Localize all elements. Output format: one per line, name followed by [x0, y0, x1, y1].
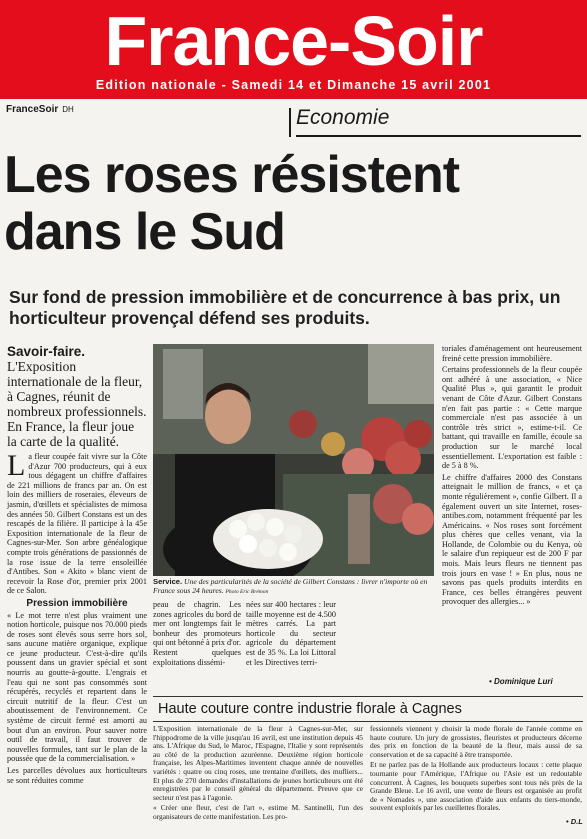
column-4-text: toriales d'aménagement ont heureusement freiné cette pression immobilière.: [442, 344, 582, 363]
box-column-2-text-2: Et ne parlez pas de la Hollande aux producteurs locaux : cette plaque tournante pour l'Amérique, l'Afrique ou l'Asie est un redoutable concurrent. À Cagnes, les bouquets superbes sont tous nés près de la Grande Bleue. Le 16 avril, une vente de fleurs est organisée au profit de « Nomades », une association d'aide aux enfants du tiers-monde, souvent exploités par les cueillettes florales.: [370, 760, 582, 813]
section-title: Economie: [296, 106, 390, 129]
box-column-1-text-2: « Créer une fleur, c'est de l'art », estime M. Santinelli, l'un des organisateurs de cette manifestation. Les pro-: [153, 803, 363, 821]
article-photo: [153, 344, 434, 576]
caption-label: Service.: [153, 577, 183, 586]
box-signature: • D.L: [566, 817, 583, 826]
box-title: Haute couture contre industrie florale à Cagnes: [158, 701, 462, 717]
section-divider-vertical: [289, 108, 291, 137]
box-title-rule: [153, 721, 583, 722]
column-4-text-2: Certains professionnels de la fleur coupée ont adhéré à une association, « Nice Qualité Plus », qui garantit le produit venant de Côte d'Azur. Gilbert Constans n'en fait pas partie : « Cette marque commerciale n'est pas associée à un contrôle très strict », estime-t-il. Ce battant, qui travaille en famille, écoule sa production sur le marché local essentiellement. L'exportation est faible : de 5 à 8 %.: [442, 365, 582, 471]
caption-text: Une des particularités de la société de Gilbert Constans : livrer n'importe où en France sous 24 heures.: [153, 577, 428, 595]
section-divider: [296, 135, 581, 137]
box-column-2: [370, 725, 582, 815]
article-column-3: [246, 600, 336, 669]
box-column-2-text: fessionnels viennent y choisir la mode florale de l'année comme en haute couture. Un jury de grossistes, fleuristes et producteurs décerne des prix en fonction de la beauté de la fleur, mais aussi de sa conservation et de sa capacité à être transportée.: [370, 724, 582, 759]
subhead-pression: Pression immobilière: [26, 597, 128, 609]
lead-label: Savoir-faire.: [7, 344, 86, 359]
article-column-1: [7, 449, 147, 787]
box-top-rule: [153, 696, 583, 697]
headline-line-1: Les roses résistent: [4, 146, 460, 204]
headline-line-2: dans le Sud: [4, 203, 285, 261]
page-brand-suffix: DH: [62, 105, 74, 114]
drop-cap: L: [7, 449, 26, 482]
column-1-text-3: Les parcelles dévolues aux horticulteurs se sont réduites comme: [7, 766, 147, 785]
article-column-4: [442, 344, 582, 609]
column-3-text: nées sur 400 hectares : leur taille moyenne est de 4.500 mètres carrés. La part horticole du secteur agricole du département est de 35 %. La loi Littoral et les Directives terri-: [246, 600, 336, 667]
photo-caption: [153, 577, 436, 597]
column-1-text-2: « Le mot terre n'est plus vraiment une notion horticole, puisque nos 70.000 pieds de roses sont élevés sous serre hors sol, sans aucune matière organique, explique ce jeune producteur. C'est-à-dire qu'ils poussent dans un gravier spécial et sont nourris au goutte-à-goutte. L'engrais et l'eau qui ne sont pas consommés sont récupérés, recyclés et repartent dans le circuit nutritif de la fleur. C'est un aboutissement de l'environnement. Ce système de circuit fermé est amorti au bout d'un an environ. Pour sauver notre outil de travail, il faut trouver de nouvelles formules, tant sur le plan de la poussée que de la commercialisation. »: [7, 610, 147, 764]
photo-credit: Photo Eric Brémon: [225, 589, 269, 595]
page-brand: [6, 104, 74, 115]
masthead: [0, 0, 587, 99]
page-brand-name: FranceSoir: [6, 104, 59, 115]
masthead-edition: Edition nationale - Samedi 14 et Dimanche 15 avril 2001: [95, 78, 492, 92]
masthead-title: France-Soir: [104, 2, 483, 80]
article-deck: Sur fond de pression immobilière et de concurrence à bas prix, un horticulteur provençal défend ses produits.: [9, 287, 561, 328]
article-column-2: [153, 600, 241, 669]
lead-summary: [7, 344, 147, 449]
lead-text: L'Exposition internationale de la fleur, à Cagnes, réunit de nombreux professionnels. En France, la fleur joue la carte de la qualité.: [7, 359, 147, 449]
photo-florist-with-roses: [153, 344, 434, 576]
column-1-text: a fleur coupée fait vivre sur la Côte d'Azur 700 producteurs, qui à eux tous dégagent un chiffre d'affaires de 221 millions de francs par an. On est loin des milliers de roseraies, éleveurs de jasmin, d'œillets et spécialistes de mimosa des années 50. Gilbert Constans est un des rescapés de la filière. Il participe à la 45e Exposition internationale de la fleur de Cagnes-sur-Mer. Son arbre généalogique compte trois générations de passionnés de la rose issue de la terre ensoleillée d'Antibes. Son « Akito » blanc vient de recevoir la Rose d'or, premier prix 2001 de ce Salon.: [7, 452, 147, 596]
column-2-text: peau de chagrin. Les zones agricoles du bord de mer ont longtemps fait le bonheur des promoteurs qui ont bétonné à prix d'or. Restent quelques exploitations dissémi-: [153, 600, 241, 667]
byline: • Dominique Luri: [489, 677, 553, 686]
box-column-1-text: L'Exposition internationale de la fleur à Cagnes-sur-Mer, sur l'hippodrome de la ville jusqu'au 16 avril, est une institution depuis 45 ans. L'Afrique du Sud, le Maroc, l'Espagne, l'Italie y sont représentés au côté de la production azuréenne. Deuxième région horticole française, les Alpes-Maritimes inventent chaque année de nouvelles variétés : quatre ou cinq roses, une trentaine d'œillets, des mufliers... Et plus de 270 demandes d'installations de jeunes horticulteurs ont été enregistrées par le conseil général du département. Preuve que ce secteur n'est pas à l'agonie.: [153, 724, 363, 802]
box-column-1: [153, 725, 363, 824]
column-4-text-3: Le chiffre d'affaires 2000 des Constans atteignait le million de francs, « et ça monte régulièrement », confie Gilbert. Il a également ouvert un site Internet, roses-antibes.com, notamment fréquenté par les Américains. « Nos roses sont forcément plus chères que celles venant, via la Hollande, de Colombie ou du Kenya, où le salaire d'un repiqueur est de 200 F par mois. Mais leurs fleurs ne tiennent pas trois jours en vase ! » En plus, nous ne savons pas quels produits interdits en France, ces belles étrangères peuvent provoquer des allergies... »: [442, 472, 582, 607]
headline: [4, 147, 579, 261]
